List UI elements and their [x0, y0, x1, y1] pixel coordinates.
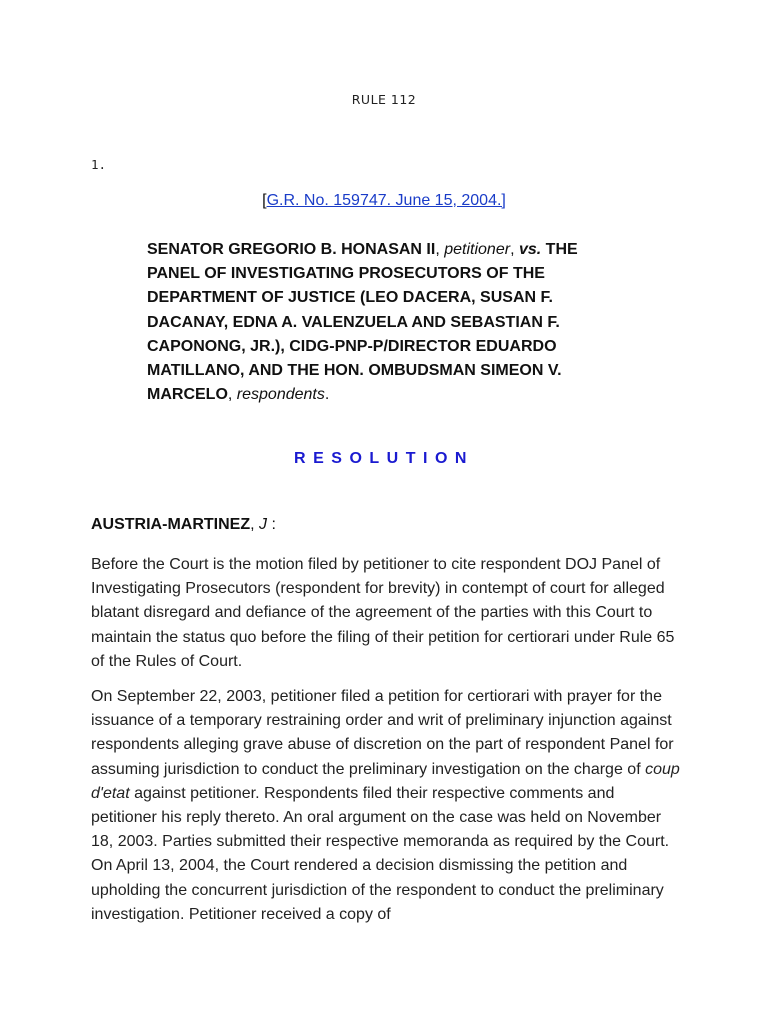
separator: ,: [510, 241, 515, 258]
case-parties: [147, 238, 607, 407]
paragraph-segment: against petitioner. Respondents filed their respective comments and petitioner his reply thereto. An oral argument on the case was held on November 18, 2003. Parties submitted their respective memoranda as required by the Court. On April 13, 2004, the Court rendered a decision dismissing the petition and upholding the concurrent jurisdiction of the respondent to conduct the preliminary investigation. Petitioner received a copy of: [91, 784, 670, 923]
paragraph-segment: On September 22, 2003, petitioner filed a petition for certiorari with prayer for the issuance of a temporary restraining order and writ of preliminary injunction against respondents alleging grave abuse of discretion on the part of respondent Panel for assuming jurisdiction to conduct the preliminary investigation on the charge of: [91, 688, 674, 778]
ponente-title: J: [259, 516, 267, 533]
petitioner-name: SENATOR GREGORIO B. HONASAN II: [147, 241, 436, 258]
separator: ,: [435, 241, 440, 258]
respondents-names: THE PANEL OF INVESTIGATING PROSECUTORS OF THE DEPARTMENT OF JUSTICE (LEO DACERA, SUSAN F. DACANAY, EDNA A. VALENZUELA AND SEBASTIAN F. CAPONONG, JR.), CIDG-PNP-P/DIRECTOR EDUARDO MATILLANO, AND THE HON. OMBUDSMAN SIMEON V. MARCELO: [147, 241, 578, 404]
ponente: [91, 516, 276, 534]
citation-link[interactable]: G.R. No. 159747. June 15, 2004.]: [266, 192, 506, 209]
paragraph-text: [91, 685, 681, 927]
rule-header: RULE 112: [351, 92, 417, 107]
list-number: 1.: [91, 157, 107, 172]
italic-term: coup d'etat: [91, 760, 680, 802]
respondents-role: respondents: [236, 386, 325, 404]
body-paragraph-2: [91, 685, 681, 927]
separator: ,: [250, 516, 255, 533]
paragraph-text: Before the Court is the motion filed by petitioner to cite respondent DOJ Panel of Investigating Prosecutors (respondent for brevity) in contempt of court for alleged blatant disregard and defiance of the agreement of the parties with this Court to maintain the status quo before the filing of their petition for certiorari under Rule 65 of the Rules of Court.: [91, 556, 675, 670]
separator: .: [324, 386, 330, 404]
case-citation: [0, 192, 768, 210]
separator: :: [271, 516, 276, 533]
ponente-name: AUSTRIA-MARTINEZ: [91, 516, 251, 533]
separator: ,: [227, 386, 233, 404]
citation-open-bracket: [: [262, 192, 267, 209]
petitioner-role: petitioner: [444, 241, 511, 258]
body-paragraph-1: [91, 553, 681, 674]
versus-label: vs.: [518, 241, 542, 258]
resolution-title: RESOLUTION: [294, 450, 474, 467]
